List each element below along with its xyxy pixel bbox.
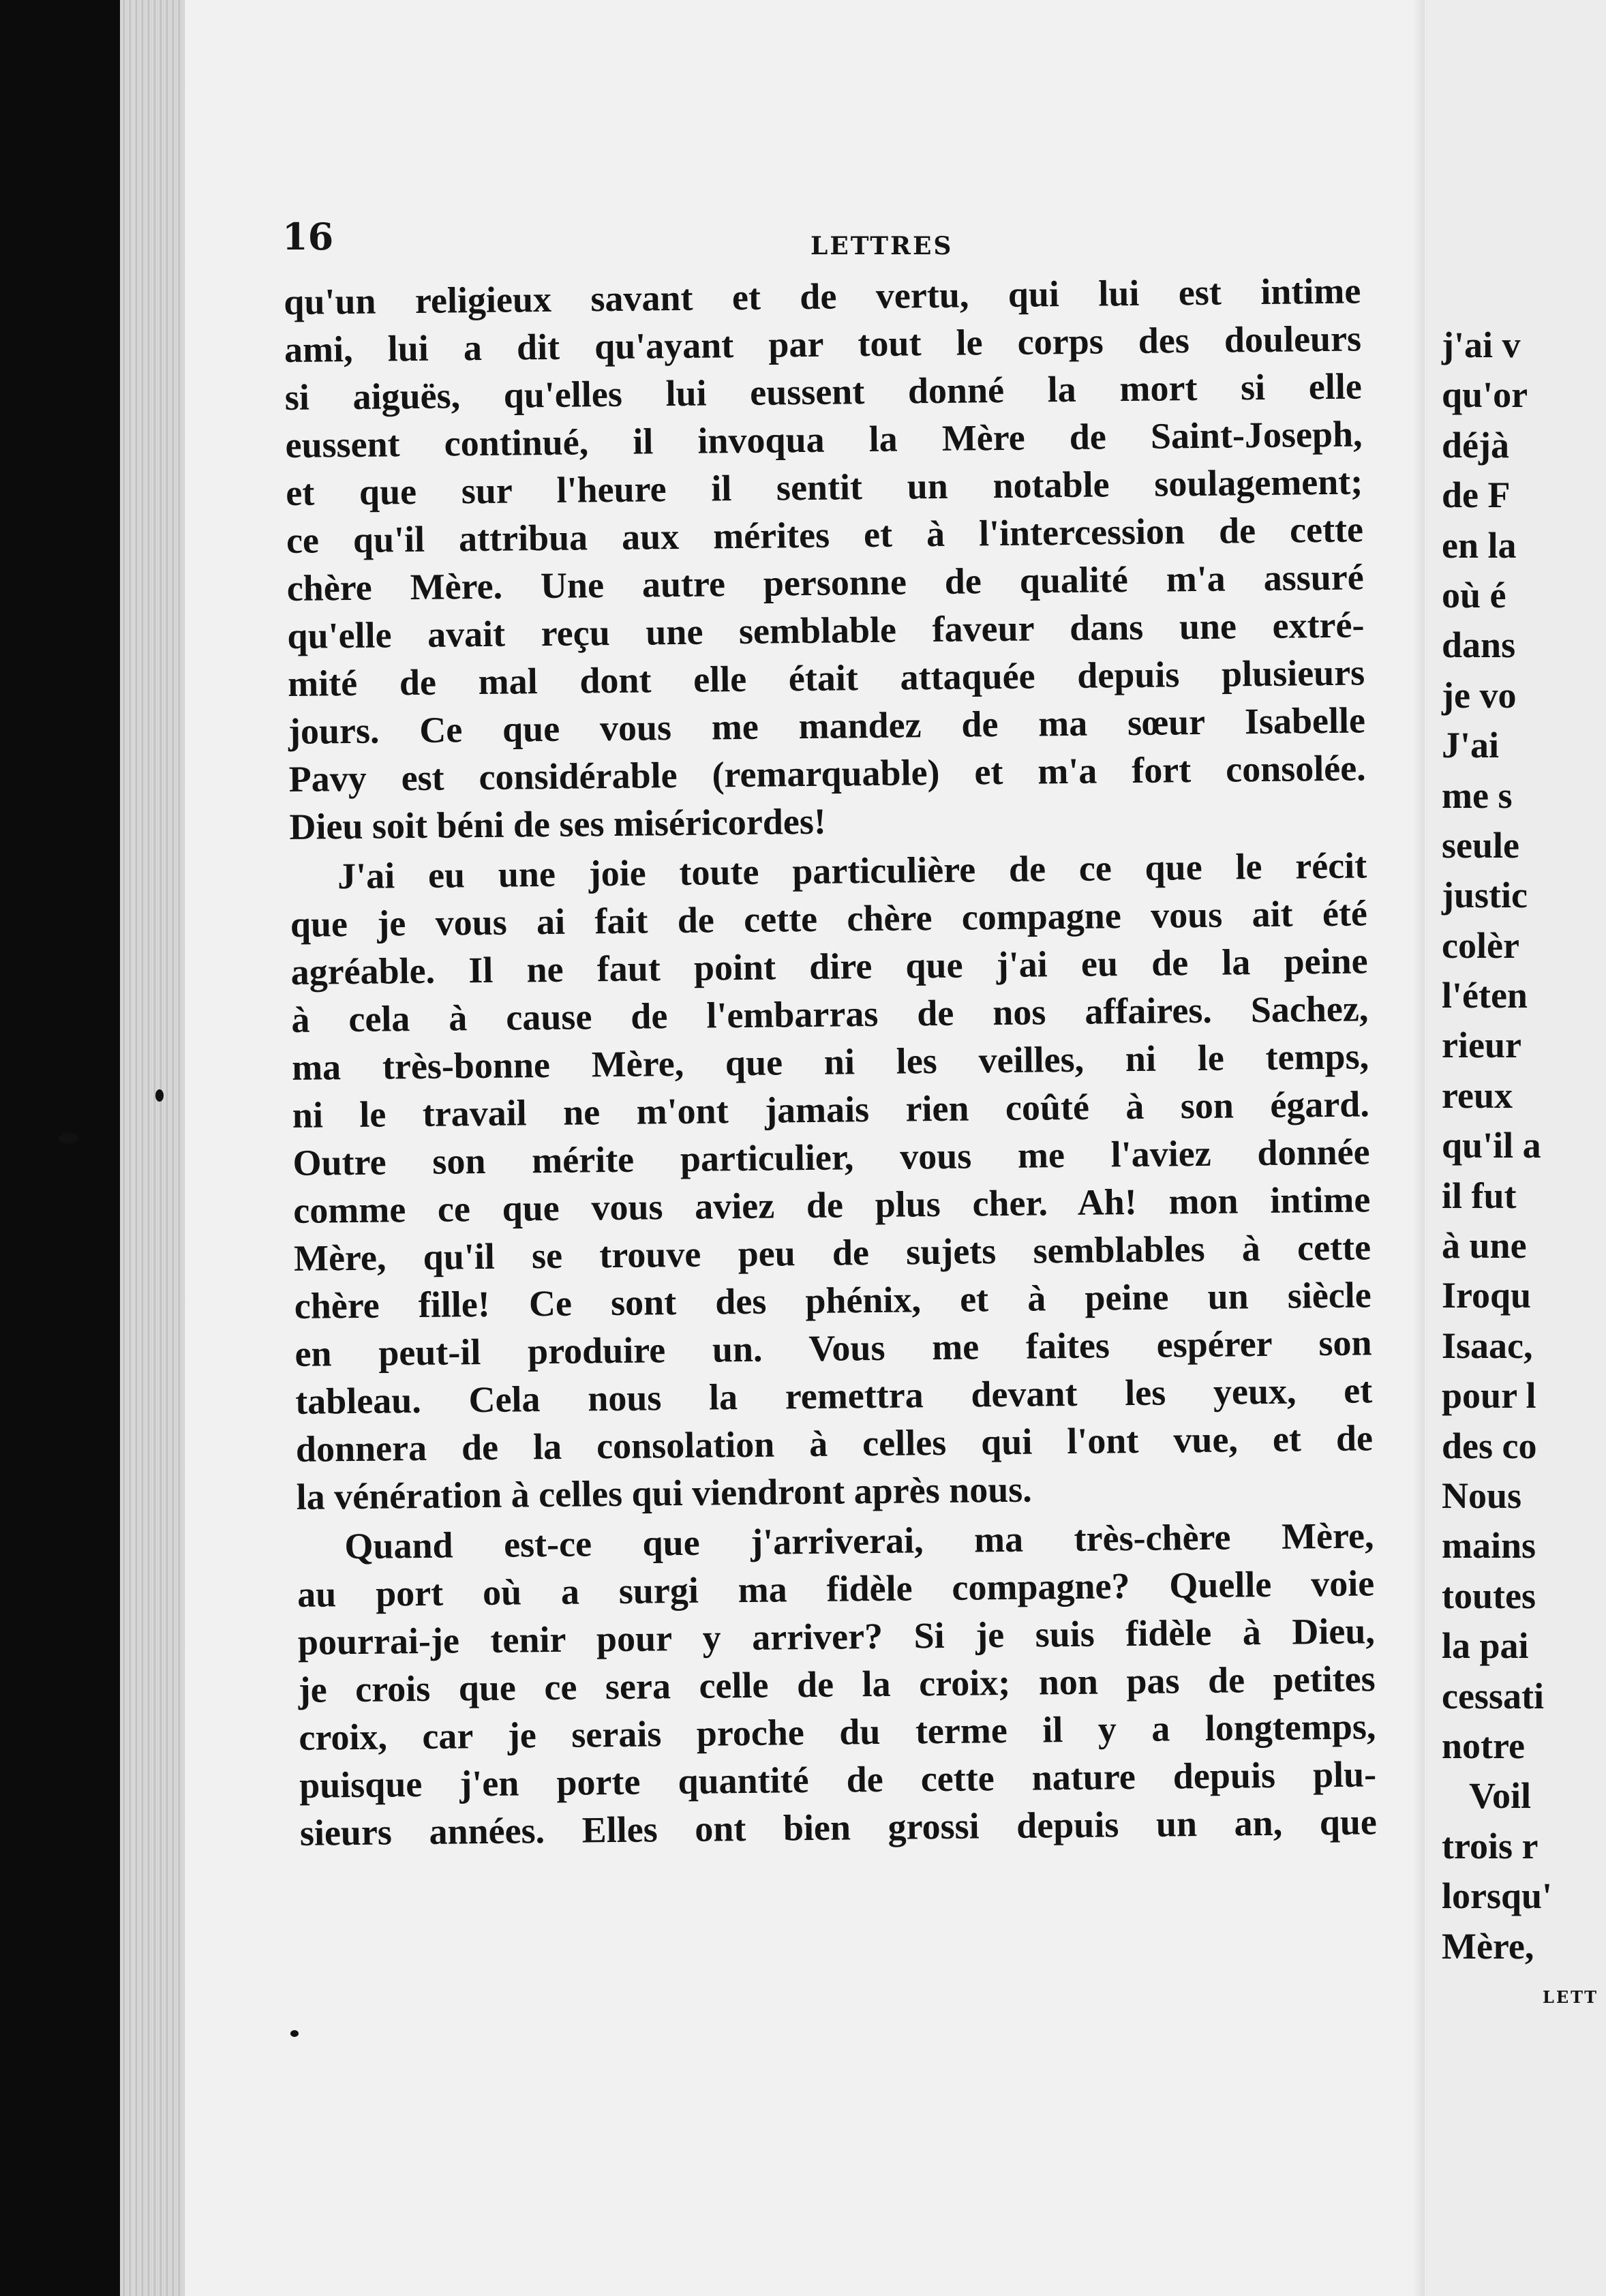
text-line: puisque j'en porte quantité de cette nature depuis plu- — [299, 1753, 1377, 1806]
running-head: LETTRES — [810, 232, 954, 260]
text-fragment: mains — [1442, 1525, 1536, 1567]
page-edge-stack — [120, 0, 185, 2296]
paragraph — [297, 1511, 1377, 1857]
text-fragment: déjà — [1442, 424, 1509, 466]
text-fragment: dans — [1442, 624, 1516, 666]
text-fragment: lorsqu' — [1442, 1875, 1553, 1917]
text-line: qu'un religieux savant et de vertu, qui lui est intime — [284, 270, 1361, 322]
text-line: tableau. Cela nous la remettra devant les yeux, et — [294, 1370, 1373, 1422]
text-fragment: la pai — [1442, 1625, 1529, 1667]
text-line: Pavy est considérable (remarquable) et m'a fort consolée. — [288, 747, 1366, 800]
text-line: ni le travail ne m'ont jamais rien coûté à son égard. — [292, 1083, 1370, 1136]
text-fragment: je vo — [1442, 674, 1517, 716]
right-page — [1425, 0, 1606, 2296]
paragraph — [290, 841, 1374, 1520]
right-page-text — [1442, 320, 1552, 1972]
text-fragment: notre — [1442, 1725, 1525, 1766]
text-fragment: des co — [1442, 1425, 1537, 1466]
text-line: à cela à cause de l'embarras de nos affaires. Sachez, — [291, 988, 1369, 1040]
scan-speck — [59, 1133, 79, 1144]
text-line: chère Mère. Une autre personne de qualité m'a assuré — [286, 556, 1364, 609]
text-fragment: Isaac, — [1442, 1325, 1533, 1366]
text-fragment: l'éten — [1442, 975, 1528, 1016]
text-line: Outre son mérite particulier, vous me l'aviez donnée — [292, 1131, 1370, 1183]
text-fragment: rieur — [1442, 1025, 1521, 1066]
text-fragment: Voil — [1469, 1775, 1532, 1817]
paragraph — [284, 267, 1367, 850]
text-line: ami, lui a dit qu'ayant par tout le corps des douleurs — [284, 318, 1362, 370]
text-fragment: toutes — [1442, 1575, 1536, 1616]
text-fragment: cessati — [1442, 1675, 1544, 1717]
text-line: en peut-il produire un. Vous me faites espérer son — [294, 1322, 1372, 1374]
text-line: croix, car je serais proche du terme il y a longtemps, — [299, 1706, 1376, 1758]
text-fragment: colèr — [1442, 924, 1519, 966]
text-fragment: J'ai — [1442, 725, 1500, 766]
text-line: qu'elle avait reçu une semblable faveur dans une extré- — [287, 604, 1365, 656]
page-header — [282, 215, 1318, 269]
text-fragment: il fut — [1442, 1175, 1517, 1216]
text-fragment: me s — [1442, 774, 1513, 816]
text-fragment: qu'il a — [1442, 1125, 1541, 1166]
text-line: ma très-bonne Mère, que ni les veilles, ni le temps, — [291, 1036, 1369, 1088]
text-line: que je vous ai fait de cette chère compagne vous ait été — [290, 892, 1368, 945]
text-line: donnera de la consolation à celles qui l'ont vue, et de — [295, 1417, 1374, 1470]
text-fragment: Iroqu — [1442, 1275, 1532, 1316]
text-line: si aiguës, qu'elles lui eussent donné la mort si elle — [284, 365, 1363, 418]
text-line: Mère, qu'il se trouve peu de sujets semblables à cette — [293, 1226, 1372, 1279]
right-page-content — [1442, 0, 1606, 2296]
text-fragment: qu'or — [1442, 374, 1528, 416]
text-line: chère fille! Ce sont des phénix, et à peine un siècle — [294, 1274, 1372, 1327]
text-line: Quand est-ce que j'arriverai, ma très-chère Mère, — [344, 1515, 1374, 1567]
text-fragment: où é — [1442, 574, 1506, 616]
text-line: la vénération à celles qui viendront après nous. — [296, 1468, 1033, 1517]
text-fragment: trois r — [1442, 1825, 1539, 1867]
text-line: ce qu'il attribua aux mérites et à l'intercession de cette — [286, 509, 1364, 561]
text-fragment: Mère, — [1442, 1925, 1534, 1967]
scan-speck — [155, 1089, 164, 1102]
text-line: J'ai eu une joie toute particulière de ce que le récit — [337, 845, 1367, 897]
text-fragment: Nous — [1442, 1475, 1522, 1516]
text-fragment: à une — [1442, 1225, 1527, 1267]
text-fragment: reux — [1442, 1074, 1513, 1116]
text-line: au port où a surgi ma fidèle compagne? Quelle voie — [297, 1562, 1375, 1615]
text-fragment: pour l — [1442, 1375, 1536, 1417]
text-line: mité de mal dont elle était attaquée depuis plusieurs — [287, 652, 1365, 704]
text-line: et que sur l'heure il sentit un notable soulagement; — [285, 461, 1363, 513]
page-number: 16 — [282, 215, 334, 258]
signature-mark: LETT — [1543, 1987, 1599, 2007]
body-text — [284, 267, 1377, 1856]
text-fragment: j'ai v — [1442, 324, 1521, 365]
text-line: comme ce que vous aviez de plus cher. Ah! mon intime — [293, 1179, 1371, 1231]
text-fragment: seule — [1442, 824, 1519, 866]
text-line: Dieu soit béni de ses miséricordes! — [289, 800, 827, 847]
text-line: sieurs années. Elles ont bien grossi depuis un an, que — [299, 1801, 1378, 1854]
text-line: pourrai-je tenir pour y arriver? Si je suis fidèle à Dieu, — [297, 1610, 1376, 1663]
text-line: je crois que ce sera celle de la croix; non pas de petites — [298, 1658, 1376, 1710]
text-fragment: en la — [1442, 524, 1517, 566]
text-line: eussent continué, il invoqua la Mère de Saint-Joseph, — [285, 413, 1363, 466]
text-fragment: de F — [1442, 474, 1511, 516]
scan-speck — [290, 2030, 299, 2037]
text-line: jours. Ce que vous me mandez de ma sœur Isabelle — [288, 699, 1366, 752]
text-fragment: justic — [1442, 875, 1528, 916]
text-line: agréable. Il ne faut point dire que j'ai eu de la peine — [290, 940, 1368, 993]
